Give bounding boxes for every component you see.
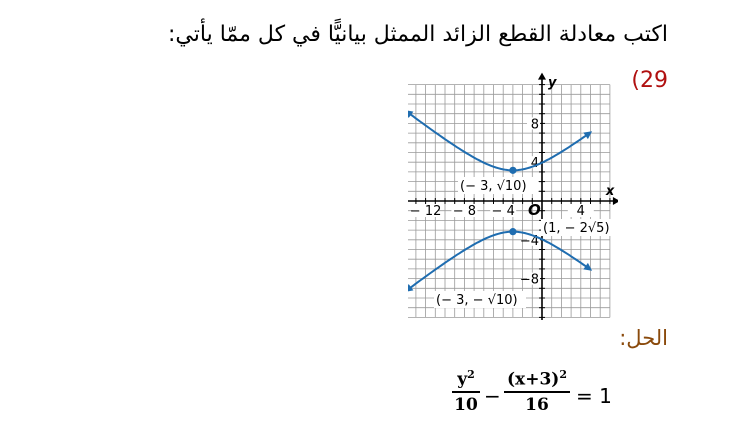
vertex-point <box>509 167 516 174</box>
x-tick-label: − 4 <box>491 204 515 219</box>
point-label: (− 3, √10) <box>460 179 527 194</box>
y-tick-label: −4 <box>519 233 539 249</box>
term1-numerator: y <box>457 369 468 390</box>
x-axis-label: x <box>605 184 615 199</box>
y-axis-arrow-up <box>538 73 546 80</box>
x-tick-label: − 12 <box>409 204 442 219</box>
fraction-x-plus-3-squared <box>504 368 570 415</box>
term2-exponent: 2 <box>559 368 567 381</box>
x-tick-label: − 8 <box>452 204 477 219</box>
term1-exponent: 2 <box>467 368 475 381</box>
point-label: (1, − 2√5) <box>543 221 610 236</box>
solution-equation <box>452 368 622 428</box>
y-tick-label: −8 <box>519 272 539 288</box>
y-tick-label: 4 <box>530 156 539 172</box>
equals-one: = 1 <box>576 384 612 408</box>
minus-sign: − <box>484 384 501 408</box>
question-number: (29 <box>631 68 668 93</box>
fraction-y-squared <box>452 368 480 415</box>
x-tick-label: 4 <box>576 204 585 219</box>
question-prompt: اكتب معادلة القطع الزائد الممثل بيانيًّا في كل ممّا يأتي: <box>168 22 668 47</box>
term2-numerator: (x+3) <box>507 369 560 390</box>
vertex-point <box>509 228 516 235</box>
term2-denominator: 16 <box>525 394 549 415</box>
origin-label: O <box>528 201 541 219</box>
y-axis-label: y <box>548 75 557 91</box>
solution-label: الحل: <box>619 326 668 350</box>
term1-denominator: 10 <box>454 394 478 415</box>
hyperbola-graph <box>408 70 618 320</box>
y-tick-label: 8 <box>530 117 539 133</box>
point-label: (− 3, − √10) <box>436 293 518 308</box>
